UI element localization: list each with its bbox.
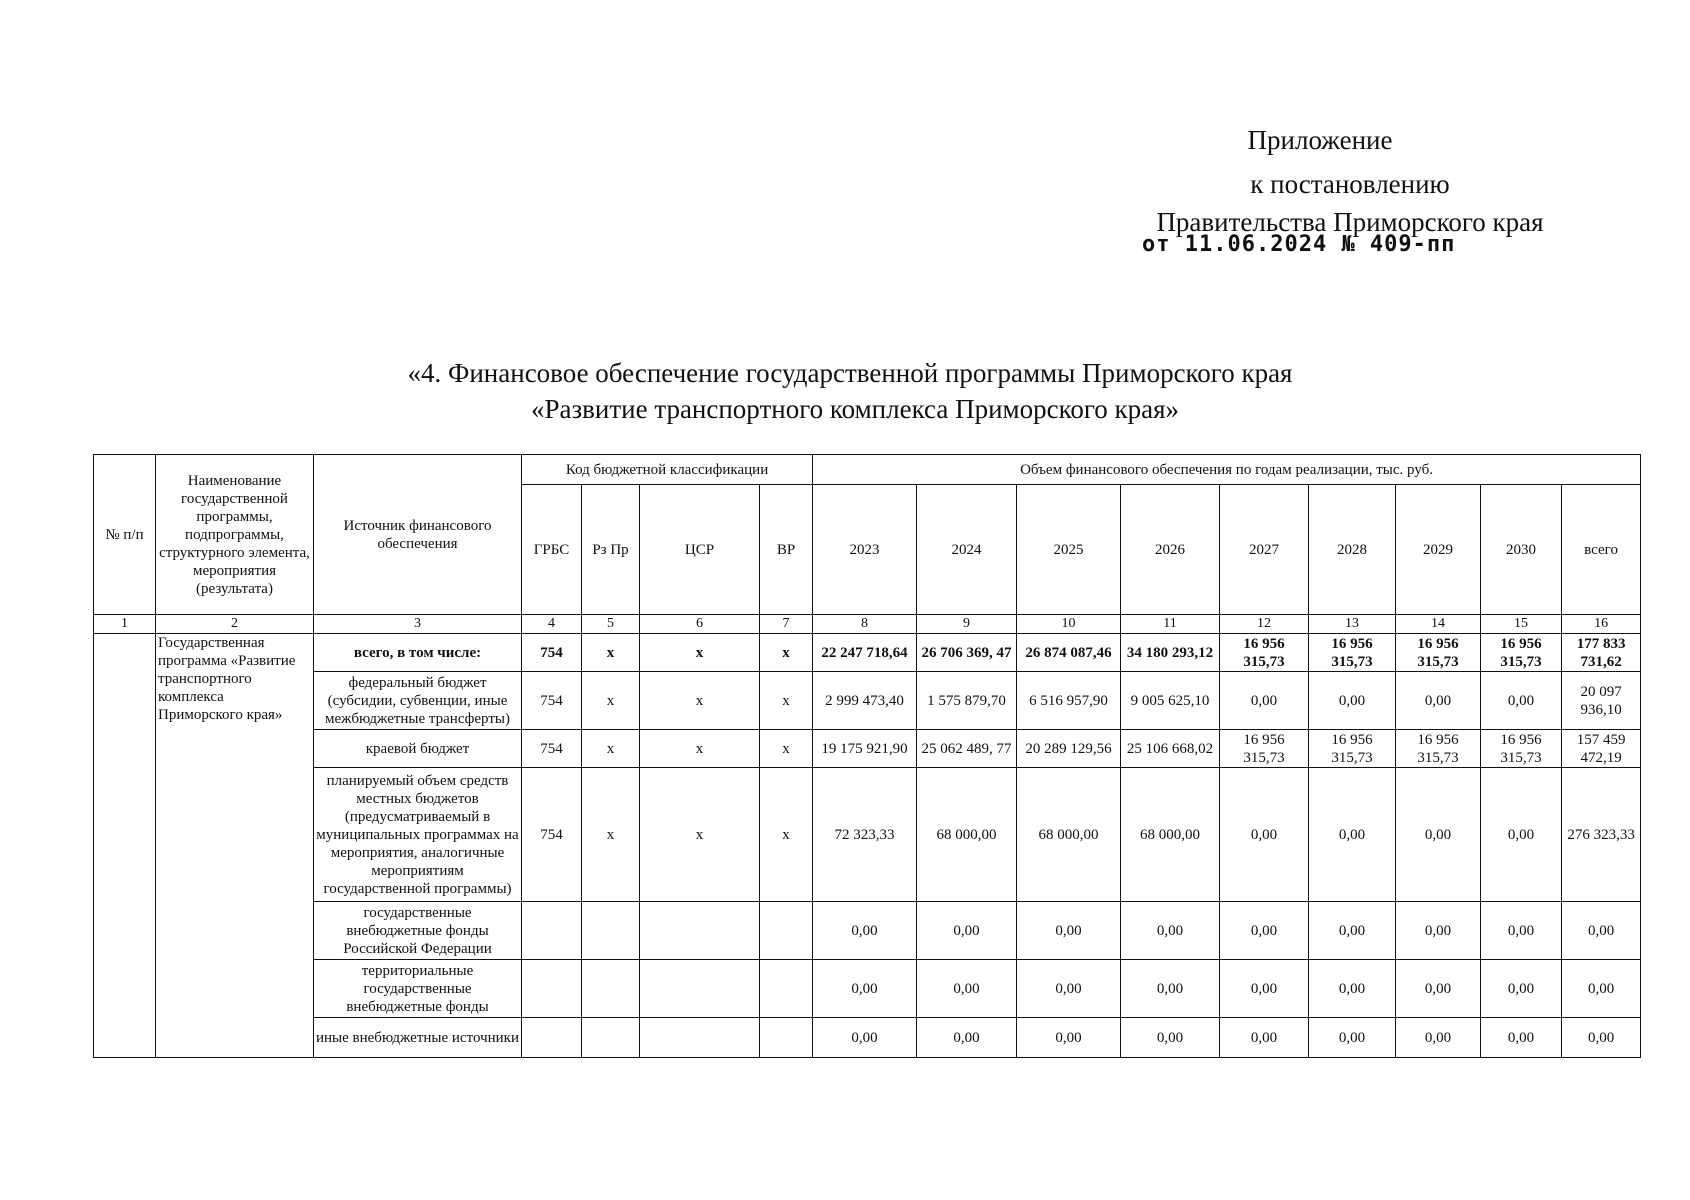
amount-cell: 0,00: [1396, 1018, 1481, 1058]
header-year-col: 2026: [1121, 485, 1220, 615]
grbs-cell: [522, 960, 582, 1018]
appendix-label: Приложение: [1247, 125, 1393, 155]
amount-cell: 25 062 489, 77: [917, 730, 1017, 768]
amount-cell: 16 956 315,73: [1396, 730, 1481, 768]
funding-source-cell: краевой бюджет: [314, 730, 522, 768]
header-code-col: ГРБС: [522, 485, 582, 615]
grbs-cell: [522, 902, 582, 960]
table-row: [94, 730, 1641, 768]
amount-cell: 25 106 668,02: [1121, 730, 1220, 768]
csr-cell: х: [640, 634, 760, 672]
column-number: 11: [1121, 615, 1220, 634]
amount-cell: 0,00: [1481, 960, 1562, 1018]
column-number: 12: [1220, 615, 1309, 634]
header-year-col: 2027: [1220, 485, 1309, 615]
financing-table: [93, 454, 1641, 1058]
amount-cell: 16 956 315,73: [1481, 634, 1562, 672]
amount-cell: 0,00: [1396, 902, 1481, 960]
csr-cell: х: [640, 672, 760, 730]
rzpr-cell: х: [582, 672, 640, 730]
row-number-cell: [94, 634, 156, 1058]
header-volume: Объем финансового обеспечения по годам реализации, тыс. руб.: [813, 455, 1641, 485]
header-no: № п/п: [94, 455, 156, 615]
amount-cell: 16 956 315,73: [1220, 634, 1309, 672]
title-line-2: «Развитие транспортного комплекса Приморского края»: [530, 394, 1180, 424]
funding-source-cell: федеральный бюджет (субсидии, субвенции, иные межбюджетные трансферты): [314, 672, 522, 730]
amount-cell: 19 175 921,90: [813, 730, 917, 768]
grbs-cell: 754: [522, 672, 582, 730]
amount-cell: 16 956 315,73: [1309, 730, 1396, 768]
amount-cell: 26 706 369, 47: [917, 634, 1017, 672]
amount-cell: 0,00: [1481, 672, 1562, 730]
amount-cell: 0,00: [1017, 902, 1121, 960]
column-number: 2: [156, 615, 314, 634]
vr-cell: х: [760, 730, 813, 768]
amount-cell: 68 000,00: [917, 768, 1017, 902]
amount-cell: 0,00: [1562, 902, 1641, 960]
amount-cell: 0,00: [813, 902, 917, 960]
rzpr-cell: [582, 1018, 640, 1058]
header-year-col: 2030: [1481, 485, 1562, 615]
header-year-col: 2028: [1309, 485, 1396, 615]
amount-cell: 0,00: [917, 1018, 1017, 1058]
column-number: 10: [1017, 615, 1121, 634]
appendix-resolution: к постановлению: [1250, 169, 1450, 199]
grbs-cell: 754: [522, 730, 582, 768]
document-title: [0, 355, 1690, 427]
column-number: 15: [1481, 615, 1562, 634]
resolution-date-stamp: от 11.06.2024 № 409-пп: [1142, 232, 1456, 257]
amount-cell: 0,00: [1309, 672, 1396, 730]
header-row-1: [94, 455, 1641, 485]
header-code-col: ВР: [760, 485, 813, 615]
table-row: [94, 672, 1641, 730]
vr-cell: х: [760, 672, 813, 730]
grbs-cell: 754: [522, 768, 582, 902]
vr-cell: [760, 960, 813, 1018]
header-year-col: 2029: [1396, 485, 1481, 615]
amount-cell: 72 323,33: [813, 768, 917, 902]
funding-source-cell: государственные внебюджетные фонды Российской Федерации: [314, 902, 522, 960]
amount-cell: 68 000,00: [1121, 768, 1220, 902]
header-budget-code: Код бюджетной классификации: [522, 455, 813, 485]
vr-cell: х: [760, 634, 813, 672]
amount-cell: 0,00: [1562, 960, 1641, 1018]
vr-cell: х: [760, 768, 813, 902]
amount-cell: 0,00: [1396, 672, 1481, 730]
column-number: 9: [917, 615, 1017, 634]
amount-cell: 0,00: [1121, 960, 1220, 1018]
amount-cell: 16 956 315,73: [1396, 634, 1481, 672]
grbs-cell: [522, 1018, 582, 1058]
header-name: Наименование государственной программы, подпрограммы, структурного элемента, мероприятия (результата): [156, 455, 314, 615]
amount-cell: 9 005 625,10: [1121, 672, 1220, 730]
csr-cell: х: [640, 730, 760, 768]
column-number-row: [94, 615, 1641, 634]
table-row: [94, 634, 1641, 672]
csr-cell: [640, 1018, 760, 1058]
amount-cell: 0,00: [917, 902, 1017, 960]
amount-cell: 0,00: [1396, 960, 1481, 1018]
amount-cell: 0,00: [1220, 672, 1309, 730]
amount-cell: 0,00: [1220, 1018, 1309, 1058]
amount-cell: 0,00: [1481, 902, 1562, 960]
amount-cell: 0,00: [1220, 768, 1309, 902]
header-year-col: 2023: [813, 485, 917, 615]
amount-cell: 177 833 731,62: [1562, 634, 1641, 672]
header-year-col: всего: [1562, 485, 1641, 615]
amount-cell: 0,00: [1481, 1018, 1562, 1058]
rzpr-cell: [582, 902, 640, 960]
amount-cell: 34 180 293,12: [1121, 634, 1220, 672]
funding-source-cell: планируемый объем средств местных бюджетов (предусматриваемый в муниципальных программах на мероприятия, аналогичные мероприятиям государственной программы): [314, 768, 522, 902]
amount-cell: 0,00: [917, 960, 1017, 1018]
amount-cell: 16 956 315,73: [1220, 730, 1309, 768]
amount-cell: 0,00: [1121, 902, 1220, 960]
column-number: 8: [813, 615, 917, 634]
amount-cell: 0,00: [1481, 768, 1562, 902]
amount-cell: 0,00: [1017, 960, 1121, 1018]
amount-cell: 26 874 087,46: [1017, 634, 1121, 672]
column-number: 4: [522, 615, 582, 634]
rzpr-cell: х: [582, 730, 640, 768]
table-row: [94, 768, 1641, 902]
amount-cell: 1 575 879,70: [917, 672, 1017, 730]
vr-cell: [760, 1018, 813, 1058]
amount-cell: 16 956 315,73: [1309, 634, 1396, 672]
amount-cell: 0,00: [1309, 1018, 1396, 1058]
amount-cell: 68 000,00: [1017, 768, 1121, 902]
rzpr-cell: х: [582, 634, 640, 672]
header-code-col: Рз Пр: [582, 485, 640, 615]
column-number: 13: [1309, 615, 1396, 634]
column-number: 1: [94, 615, 156, 634]
header-code-col: ЦСР: [640, 485, 760, 615]
appendix-block: [1120, 118, 1580, 244]
csr-cell: [640, 960, 760, 1018]
vr-cell: [760, 902, 813, 960]
csr-cell: [640, 902, 760, 960]
amount-cell: 0,00: [1220, 960, 1309, 1018]
column-number: 6: [640, 615, 760, 634]
amount-cell: 20 289 129,56: [1017, 730, 1121, 768]
column-number: 5: [582, 615, 640, 634]
column-number: 7: [760, 615, 813, 634]
amount-cell: 0,00: [1017, 1018, 1121, 1058]
table-row: [94, 902, 1641, 960]
rzpr-cell: х: [582, 768, 640, 902]
header-source: Источник финансового обеспечения: [314, 455, 522, 615]
csr-cell: х: [640, 768, 760, 902]
title-line-1: «4. Финансовое обеспечение государственной программы Приморского края: [407, 358, 1293, 388]
header-year-col: 2025: [1017, 485, 1121, 615]
amount-cell: 0,00: [1309, 902, 1396, 960]
table-row: [94, 1018, 1641, 1058]
funding-source-cell: территориальные государственные внебюджетные фонды: [314, 960, 522, 1018]
amount-cell: 0,00: [1309, 960, 1396, 1018]
column-number: 3: [314, 615, 522, 634]
appendix-government: Правительства Приморского края: [1156, 207, 1544, 237]
grbs-cell: 754: [522, 634, 582, 672]
amount-cell: 0,00: [813, 1018, 917, 1058]
column-number: 16: [1562, 615, 1641, 634]
amount-cell: 0,00: [1562, 1018, 1641, 1058]
amount-cell: 0,00: [1396, 768, 1481, 902]
funding-source-cell: всего, в том числе:: [314, 634, 522, 672]
amount-cell: 2 999 473,40: [813, 672, 917, 730]
amount-cell: 6 516 957,90: [1017, 672, 1121, 730]
amount-cell: 20 097 936,10: [1562, 672, 1641, 730]
amount-cell: 276 323,33: [1562, 768, 1641, 902]
header-year-col: 2024: [917, 485, 1017, 615]
amount-cell: 0,00: [1309, 768, 1396, 902]
amount-cell: 0,00: [1220, 902, 1309, 960]
table-row: [94, 960, 1641, 1018]
amount-cell: 22 247 718,64: [813, 634, 917, 672]
column-number: 14: [1396, 615, 1481, 634]
amount-cell: 0,00: [1121, 1018, 1220, 1058]
amount-cell: 16 956 315,73: [1481, 730, 1562, 768]
amount-cell: 157 459 472,19: [1562, 730, 1641, 768]
rzpr-cell: [582, 960, 640, 1018]
amount-cell: 0,00: [813, 960, 917, 1018]
program-name-cell: Государственная программа «Развитие транспортного комплекса Приморского края»: [156, 634, 314, 1058]
funding-source-cell: иные внебюджетные источники: [314, 1018, 522, 1058]
